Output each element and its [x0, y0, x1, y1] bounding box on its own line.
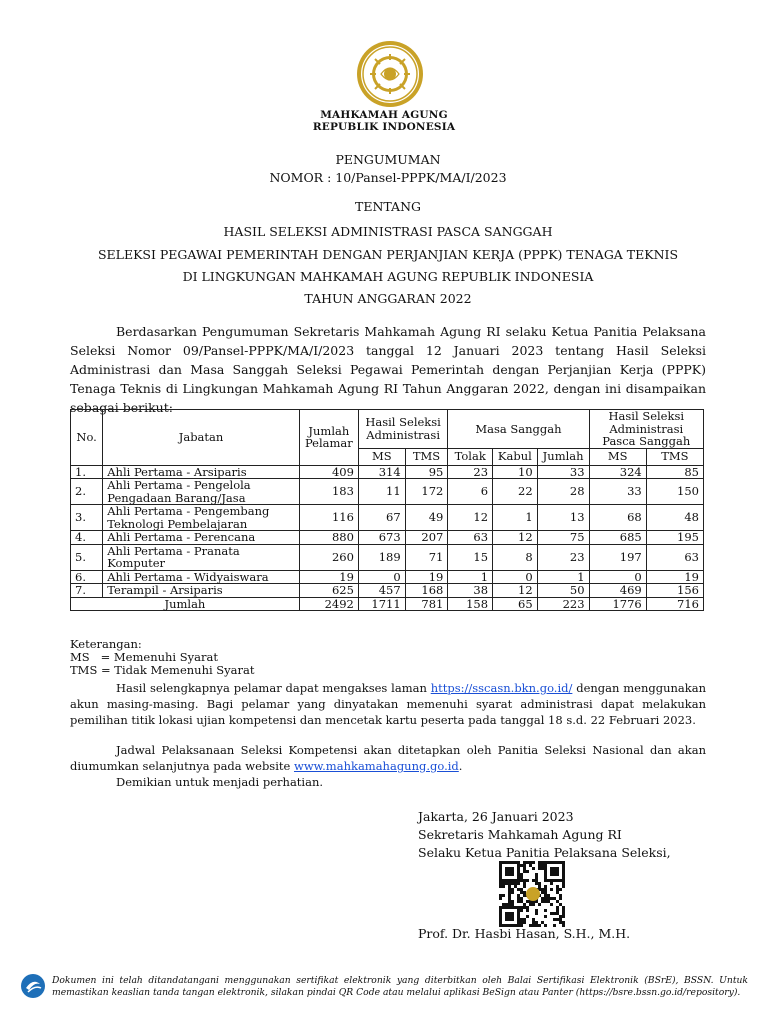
legend-tms: TMS = Tidak Memenuhi Syarat	[70, 663, 255, 677]
cell-no: 4.	[71, 531, 103, 545]
title-line-2: SELEKSI PEGAWAI PEMERINTAH DENGAN PERJANJIAN KERJA (PPPK) TENAGA TEKNIS	[97, 247, 679, 262]
cell-tms: 207	[405, 531, 448, 545]
legend-label: Keterangan:	[70, 637, 142, 651]
cell-jumlah: 75	[537, 531, 589, 545]
cell-kabul: 22	[493, 479, 538, 505]
title-line-3: DI LINGKUNGAN MAHKAMAH AGUNG REPUBLIK INDONESIA	[182, 269, 594, 284]
cell-ptms: 195	[646, 531, 703, 545]
cell-jabatan: Ahli Pertama - Widyaiswara	[103, 570, 300, 584]
col-ms: MS	[358, 448, 405, 465]
cell-total-ms: 1711	[358, 597, 405, 611]
cell-jumlah: 50	[537, 584, 589, 598]
cell-ms: 673	[358, 531, 405, 545]
col-jabatan: Jabatan	[103, 410, 300, 466]
cell-tolak: 38	[448, 584, 493, 598]
cell-total-tms: 781	[405, 597, 448, 611]
cell-total-ptms: 716	[646, 597, 703, 611]
sign-role-1: Sekretaris Mahkamah Agung RI	[418, 827, 622, 842]
cell-jabatan: Ahli Pertama - Pengelola Pengadaan Barang/Jasa	[103, 479, 300, 505]
col-tms: TMS	[405, 448, 448, 465]
cell-ptms: 63	[646, 544, 703, 570]
legend-ms: MS = Memenuhi Syarat	[70, 650, 218, 664]
cell-pms: 33	[589, 479, 646, 505]
cell-tolak: 63	[448, 531, 493, 545]
title-line-4: TAHUN ANGGARAN 2022	[304, 291, 472, 306]
signer-name: Prof. Dr. Hasbi Hasan, S.H., M.H.	[418, 926, 631, 941]
col-jumlah-pelamar: Jumlah Pelamar	[299, 410, 358, 466]
col-no: No.	[71, 410, 103, 466]
cell-tms: 168	[405, 584, 448, 598]
institution-country: REPUBLIK INDONESIA	[312, 121, 456, 133]
table-row	[71, 465, 704, 479]
cell-ms: 67	[358, 505, 405, 531]
col-hasil-admin: Hasil Seleksi Administrasi	[358, 410, 447, 449]
cell-tolak: 12	[448, 505, 493, 531]
col-hasil-pasca: Hasil Seleksi Administrasi Pasca Sanggah	[589, 410, 703, 449]
cell-tms: 95	[405, 465, 448, 479]
col-jumlah: Jumlah	[537, 448, 589, 465]
cell-ptms: 85	[646, 465, 703, 479]
table-row	[71, 505, 704, 531]
results-table	[70, 409, 704, 611]
cell-jumlah: 33	[537, 465, 589, 479]
info-p1-after: dengan menggunakan akun masing-masing. Bagi pelamar yang dinyatakan memenuhi syarat administrasi dapat melakukan pemilihan titik lokasi ujian kompetensi dan mencetak kartu peserta pada tanggal 18 s.d. 22 Februari 2023.	[70, 681, 706, 727]
cell-no: 2.	[71, 479, 103, 505]
intro-paragraph: Berdasarkan Pengumuman Sekretaris Mahkamah Agung RI selaku Ketua Panitia Pelaksana Seleksi Nomor 09/Pansel-PPPK/MA/I/2023 tanggal 12 Januari 2023 tentang Hasil Seleksi Administrasi dan Masa Sanggah Seleksi Pegawai Pemerintah dengan Perjanjian Kerja (PPPK) Tenaga Teknis di Lingkungan Mahkamah Agung RI Tahun Anggaran 2022, dengan ini disampaikan sebagai berikut:	[70, 324, 706, 415]
cell-no: 7.	[71, 584, 103, 598]
cell-ptms: 19	[646, 570, 703, 584]
cell-tms: 19	[405, 570, 448, 584]
cell-ms: 189	[358, 544, 405, 570]
cell-total-jumlah: 223	[537, 597, 589, 611]
cell-total-tolak: 158	[448, 597, 493, 611]
cell-tolak: 23	[448, 465, 493, 479]
cell-tolak: 15	[448, 544, 493, 570]
cell-tolak: 1	[448, 570, 493, 584]
cell-jumlah: 13	[537, 505, 589, 531]
institution-name: MAHKAMAH AGUNG	[320, 109, 448, 121]
cell-pms: 68	[589, 505, 646, 531]
cell-kabul: 12	[493, 584, 538, 598]
cell-kabul: 12	[493, 531, 538, 545]
cell-jumlah: 23	[537, 544, 589, 570]
title-line-1: HASIL SELEKSI ADMINISTRASI PASCA SANGGAH	[223, 224, 553, 239]
col-tolak: Tolak	[448, 448, 493, 465]
cell-ms: 457	[358, 584, 405, 598]
cell-total-kabul: 65	[493, 597, 538, 611]
cell-kabul: 0	[493, 570, 538, 584]
cell-pelamar: 260	[299, 544, 358, 570]
sign-role-2: Selaku Ketua Panitia Pelaksana Seleksi,	[418, 845, 671, 860]
info-paragraph-1	[70, 680, 706, 728]
cell-pelamar: 880	[299, 531, 358, 545]
info-paragraph-2	[70, 742, 706, 774]
doc-about: TENTANG	[354, 199, 421, 214]
cell-pelamar: 183	[299, 479, 358, 505]
cell-kabul: 1	[493, 505, 538, 531]
cell-pelamar: 625	[299, 584, 358, 598]
cell-ms: 314	[358, 465, 405, 479]
cell-total-label: Jumlah	[71, 597, 300, 611]
cell-jabatan: Ahli Pertama - Arsiparis	[103, 465, 300, 479]
qr-code-icon	[494, 860, 572, 928]
cell-ms: 11	[358, 479, 405, 505]
cell-kabul: 10	[493, 465, 538, 479]
cell-pelamar: 116	[299, 505, 358, 531]
cell-ptms: 150	[646, 479, 703, 505]
cell-pms: 685	[589, 531, 646, 545]
cell-tms: 49	[405, 505, 448, 531]
table-row	[71, 544, 704, 570]
table-row	[71, 479, 704, 505]
mahkamah-agung-seal-icon	[356, 40, 424, 108]
info-p2-after: .	[458, 759, 463, 773]
cell-no: 5.	[71, 544, 103, 570]
cell-total-pelamar: 2492	[299, 597, 358, 611]
info-p1-before: Hasil selengkapnya pelamar dapat mengakses laman	[116, 681, 431, 695]
cell-pelamar: 409	[299, 465, 358, 479]
sscasn-link[interactable]: https://sscasn.bkn.go.id/	[430, 681, 573, 695]
info-p2-before: Jadwal Pelaksanaan Seleksi Kompetensi akan ditetapkan oleh Panitia Seleksi Nasional dan akan diumumkan selanjutnya pada website	[70, 743, 706, 773]
info-paragraph-3: Demikian untuk menjadi perhatian.	[116, 775, 324, 789]
cell-kabul: 8	[493, 544, 538, 570]
col-pasca-tms: TMS	[646, 448, 703, 465]
cell-no: 1.	[71, 465, 103, 479]
cell-tolak: 6	[448, 479, 493, 505]
doc-type: PENGUMUMAN	[335, 152, 441, 167]
cell-pms: 0	[589, 570, 646, 584]
cell-total-pms: 1776	[589, 597, 646, 611]
cell-tms: 172	[405, 479, 448, 505]
col-pasca-ms: MS	[589, 448, 646, 465]
cell-jumlah: 28	[537, 479, 589, 505]
cell-pms: 469	[589, 584, 646, 598]
cell-ptms: 156	[646, 584, 703, 598]
mahkamahagung-link[interactable]: www.mahkamahagung.go.id	[293, 759, 459, 773]
table-body	[71, 465, 704, 611]
cell-jabatan: Ahli Pertama - Pranata Komputer	[103, 544, 300, 570]
doc-number: NOMOR : 10/Pansel-PPPK/MA/I/2023	[269, 170, 507, 185]
bsre-logo-icon	[20, 973, 46, 999]
table-row	[71, 584, 704, 598]
table-total-row	[71, 597, 704, 611]
col-masa-sanggah: Masa Sanggah	[448, 410, 589, 449]
cell-no: 6.	[71, 570, 103, 584]
cell-pelamar: 19	[299, 570, 358, 584]
cell-ms: 0	[358, 570, 405, 584]
e-signature-footer: Dokumen ini telah ditandatangani menggunakan sertifikat elektronik yang diterbitkan oleh Balai Sertifikasi Elektronik (BSrE), BSSN. Untuk memastikan keaslian tanda tangan elektronik, silakan pindai QR Code atau melalui aplikasi BeSign atau Panter (https://bsre.bssn.go.id/repository).	[52, 975, 748, 998]
cell-ptms: 48	[646, 505, 703, 531]
sign-place-date: Jakarta, 26 Januari 2023	[418, 809, 574, 824]
table-row	[71, 531, 704, 545]
col-kabul: Kabul	[493, 448, 538, 465]
cell-jabatan: Ahli Pertama - Pengembang Teknologi Pembelajaran	[103, 505, 300, 531]
cell-jabatan: Ahli Pertama - Perencana	[103, 531, 300, 545]
cell-jumlah: 1	[537, 570, 589, 584]
cell-no: 3.	[71, 505, 103, 531]
cell-tms: 71	[405, 544, 448, 570]
table-row	[71, 570, 704, 584]
cell-pms: 324	[589, 465, 646, 479]
legend-block	[70, 638, 255, 677]
cell-jabatan: Terampil - Arsiparis	[103, 584, 300, 598]
cell-pms: 197	[589, 544, 646, 570]
